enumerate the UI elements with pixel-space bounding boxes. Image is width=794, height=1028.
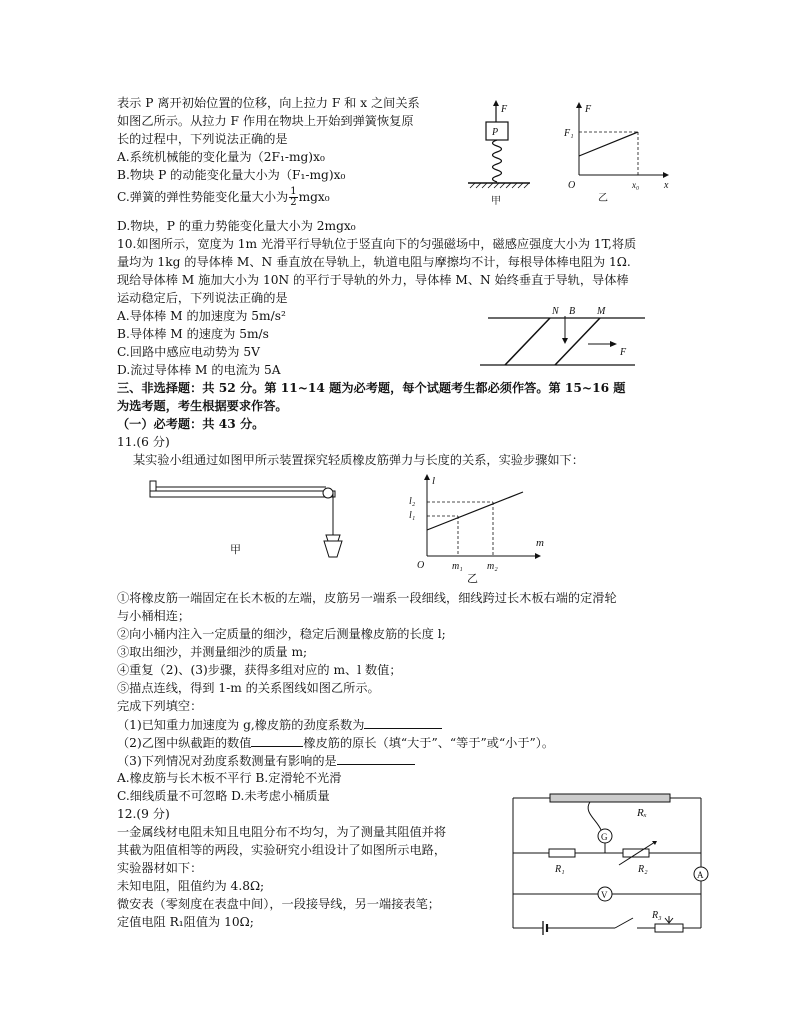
q9-option-c-tail: mgx₀ [298,190,330,204]
q11-step3: ③取出细沙，并测量细沙的质量 m; [117,645,308,659]
label-b: B [569,306,576,317]
axis-label-f: F [585,104,592,115]
b-field-arrow [562,338,568,344]
q10-option-a: A.导体棒 M 的加速度为 5m/s² [117,309,286,323]
section3-subtitle: （一）必考题：共 43 分。 [117,417,265,431]
q11-options-cd: C.细线质量不可忽略 D.未考虑小桶质量 [117,789,330,803]
tick-label-l2: l₂ [409,496,416,507]
q12-line6: 定值电阻 R₁阻值为 10Ω; [117,915,254,929]
q10-option-b: B.导体棒 M 的速度为 5m/s [117,327,269,341]
tick-label-m1: m₁ [452,561,463,572]
q10-line2: 量均为 1kg 的导体棒 M、N 垂直放在导轨上，轨道电阻与摩擦均不计，每根导体棒电阻为 1Ω. [117,255,631,269]
tick-label-x0: x₀ [632,180,640,190]
q9-option-d: D.物块，P 的重力势能变化量大小为 2mgx₀ [117,219,356,233]
rheostat-r3 [655,924,683,932]
q12-line2: 其截为阻值相等的两段，实验研究小组设计了如图所示电路， [117,843,447,857]
label-n: N [552,306,559,317]
caption-yi: 乙 [467,573,478,585]
block-label-p: P [492,127,499,138]
axis-label-l: l [432,475,436,487]
q12-head: 12.(9 分) [117,807,170,821]
q10-line3: 现给导体棒 M 施加大小为 10N 的平行于导轨的外力，导体棒 M、N 始终垂直于导轨，导体棒 [117,273,629,287]
q11-head: 11.(6 分) [117,435,170,449]
resistor-rx [550,794,670,802]
answer-blank-3[interactable] [337,752,415,765]
q12-line1: 一金属线材电阻未知且电阻分布不均匀，为了测量其阻值并将 [117,825,447,839]
answer-blank-2[interactable] [251,734,303,747]
q10-line4: 运动稳定后，下列说法正确的是 [117,291,288,305]
label-rx: Rₓ [637,807,647,819]
q11-step4: ④重复（2)、(3)步骤，获得多组对应的 m、l 数值； [117,663,402,677]
tick-label-m2: m₂ [487,561,498,572]
switch [615,918,633,928]
rod-m [555,318,600,365]
q11-sub1 [117,716,442,734]
q12-line4: 未知电阻，阻值约为 4.8Ω; [117,879,265,893]
label-f: F [620,347,627,358]
q11-step2: ②向小桶内注入一定质量的细沙，稳定后测量橡皮筋的长度 l; [117,627,446,641]
f-x-line [579,132,638,156]
section3-title-2: 为选考题，考生根据要求作答。 [117,399,288,413]
q11-sub2-tail: 橡皮筋的原长（填“大于”、“等于”或“小于”）。 [303,736,555,750]
q11-fill-instruction: 完成下列填空： [117,699,203,713]
tick-label-f1: F₁ [564,128,574,139]
q12-line5: 微安表（零刻度在表盘中间），一段接导线，另一端接表笔； [117,897,440,911]
q11-step1b: 与小桶相连； [117,609,191,623]
long-board [150,491,335,497]
q9-option-c [117,187,330,208]
q12-circuit [505,790,720,940]
l-m-line [427,492,523,530]
q10-line1: 10.如图所示，宽度为 1m 光滑平行导轨位于竖直向下的匀强磁场中，磁感应强度大小为 1T,将质 [117,237,637,251]
spring-block-diagram [468,100,530,207]
origin-label: O [568,180,576,191]
q11-step1a: ①将橡皮筋一端固定在长木板的左端，皮筋另一端系一段细线，细线跨过长木板右端的定滑轮 [117,591,617,605]
q11-sub2-text: （2)乙图中纵截距的数值 [117,736,252,750]
f-x-graph [563,102,669,204]
q9-line1: 表示 P 离开初始位置的位移，向上拉力 F 和 x 之间关系 [117,96,420,110]
q10-figure [480,306,650,370]
caption-jia: 甲 [491,196,501,207]
label-m: M [597,306,606,317]
q12-line3: 实验器材如下： [117,861,203,875]
q11-sub3 [117,752,415,770]
label-r3: R₃ [652,910,662,921]
q9-line3: 长的过程中，下列说法正确的是 [117,132,288,146]
q11-options-ab: A.橡皮筋与长木板不平行 B.定滑轮不光滑 [117,771,342,785]
resistor-r1 [549,849,575,857]
q9-figure [460,100,680,210]
q9-option-c-text: C.弹簧的弹性势能变化量大小为 [117,190,289,204]
label-a: A [697,870,704,880]
label-r1: R₁ [555,864,565,875]
q10-option-d: D.流过导体棒 M 的电流为 5A [117,363,281,377]
force-arrow [610,341,617,347]
resistor-r2 [623,849,649,857]
q11-sub1-text: （1)已知重力加速度为 g,橡皮筋的劲度系数为 [117,718,365,732]
answer-blank-1[interactable] [364,716,442,729]
rod-n [505,318,550,365]
bucket [324,541,342,557]
label-g: G [601,832,608,842]
q9-option-a: A.系统机械能的变化量为（2F₁-mg)x₀ [117,150,325,164]
section3-title-1: 三、非选择题：共 52 分。第 11~14 题为必考题，每个试题考生都必须作答。第 15~16 题 [117,381,626,395]
q11-sub3-text: （3)下列情况对劲度系数测量有影响的是 [117,754,337,768]
origin-label: O [417,560,425,571]
axis-label-x: x [664,180,669,191]
caption-yi: 乙 [598,193,608,204]
pulley [323,488,333,498]
q11-intro: 某实验小组通过如图甲所示装置探究轻质橡皮筋弹力与长度的关系，实验步骤如下： [133,453,584,467]
q11-figure-yi [395,470,555,585]
label-r2: R₂ [638,864,648,875]
bucket-top [326,535,340,541]
axis-label-m: m [536,537,544,549]
q11-figure-jia [140,475,350,565]
q9-option-b: B.物块 P 的动能变化量大小为（F₁-mg)x₀ [117,168,346,182]
q10-option-c: C.回路中感应电动势为 5V [117,345,260,359]
force-label-f: F [501,104,508,115]
q9-line2: 如图乙所示。从拉力 F 作用在物块上开始到弹簧恢复原 [117,114,414,128]
tick-label-l1: l₁ [409,510,416,521]
half-fraction: $\frac{1}{2}$ [290,186,297,208]
caption-jia: 甲 [230,544,241,556]
q11-step5: ⑤描点连线，得到 1-m 的关系图线如图乙所示。 [117,681,380,695]
spring [493,140,502,182]
label-v: V [601,890,608,900]
q11-sub2 [117,734,554,752]
